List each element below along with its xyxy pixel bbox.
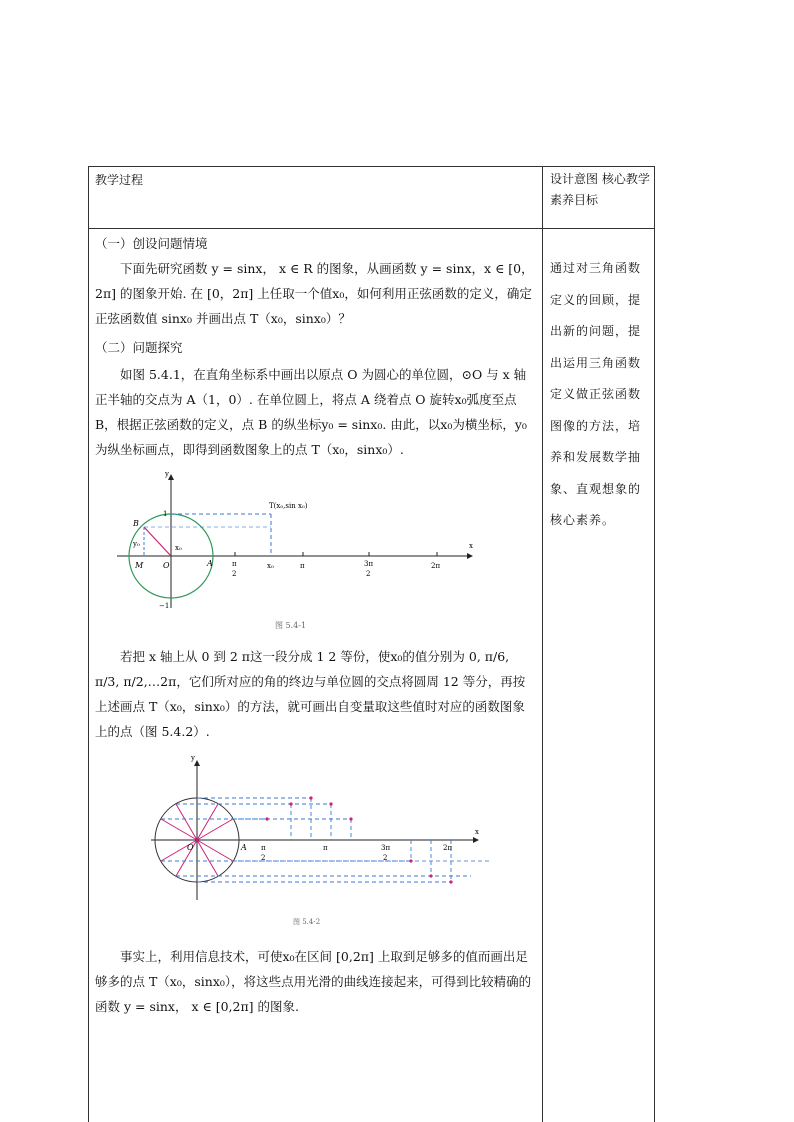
tick-pi-half-num: π	[232, 560, 237, 568]
paragraph-4: 事实上，利用信息技术，可使x₀在区间 [0,2π] 上取到足够多的值而画出足够多的点 T（x₀，sinx₀），将这些点用光滑的曲线连接起来，可得到比较精确的函数 y = sinx， x ∈ [0,2π] 的图象.	[95, 949, 532, 1014]
paragraph-3: 若把 x 轴上从 0 到 2 π这一段分成 1 2 等份，使x₀的值分别为 0, π/6, π/3, π/2,…2π，它们所对应的角的终边与单位圆的交点将圆周 12 等分，再按上述画点 T（x₀，sinx₀）的方法，就可画出自变量取这些值时对应的函数图象上的点（图 5.4.2）.	[95, 649, 526, 739]
label-neg-1: −1	[159, 602, 170, 610]
column-divider	[542, 167, 543, 1122]
label-y0: y₀	[133, 540, 140, 548]
paragraph-2: 如图 5.4.1，在直角坐标系中画出以原点 O 为圆心的单位圆，⊙O 与 x 轴正半轴的交点为 A（1，0）. 在单位圆上，将点 A 绕着点 O 旋转x₀弧度至点 B，根据正弦函数的定义，点 B 的纵坐标y₀ = sinx₀. 由此，以x₀为横坐标，y₀为纵坐标画点，即得到函数图象上的点 T（x₀，sinx₀）.	[95, 367, 527, 457]
fig2-x-axis-label: x	[475, 828, 479, 836]
paragraph-1: 下面先研究函数 y = sinx， x ∈ R 的图象，从画函数 y = sinx，x ∈ [0，2π] 的图象开始. 在 [0，2π] 上任取一个值x₀，如何利用正弦函数的定义，确定正弦函数值 sinx₀ 并画出点 T（x₀，sinx₀）？	[95, 261, 534, 326]
fig2-tick-3pi-half-den: 2	[383, 854, 388, 862]
figure-5-4-1	[95, 468, 535, 638]
figure-5-4-2	[95, 752, 535, 930]
tick-pi: π	[300, 562, 305, 570]
tick-x0: x₀	[267, 562, 274, 570]
label-M: M	[135, 561, 144, 570]
label-T: T(x₀,sin x₀)	[269, 502, 308, 510]
label-B: B	[133, 519, 139, 528]
section-1-title: （一）创设问题情境	[95, 236, 208, 251]
section-2-title: （二）问题探究	[95, 340, 183, 355]
tick-3pi-half-den: 2	[366, 570, 371, 578]
fig2-tick-3pi-half-num: 3π	[381, 844, 391, 852]
figure-1-caption: 图 5.4-1	[275, 621, 307, 630]
label-O: O	[163, 561, 170, 570]
header-design-intent: 设计意图 核心教学素养目标	[550, 172, 650, 207]
fig2-tick-pi: π	[323, 844, 328, 852]
fig2-tick-pi-half-den: 2	[261, 854, 266, 862]
fig2-label-A: A	[241, 843, 247, 852]
teaching-content	[95, 231, 535, 1019]
tick-3pi-half-num: 3π	[364, 560, 374, 568]
tick-2pi: 2π	[431, 562, 441, 570]
label-angle-x0: x₀	[175, 544, 182, 552]
fig2-y-axis-label: y	[191, 754, 195, 762]
y-axis-label: y	[165, 470, 169, 478]
fig2-label-O: O	[187, 843, 194, 852]
label-1: 1	[163, 510, 168, 518]
design-intent-text: 通过对三角函数定义的回顾，提出新的问题，提出运用三角函数定义做正弦函数图像的方法，培养和发展数学抽象、直观想象的核心素养。	[550, 261, 642, 527]
header-teaching-process: 教学过程	[95, 173, 144, 187]
lesson-table	[88, 166, 655, 1122]
header-divider	[89, 228, 654, 229]
label-A: A	[207, 559, 213, 568]
x-axis-label: x	[469, 542, 473, 550]
figure-2-caption: 图 5.4-2	[293, 918, 321, 926]
fig2-tick-pi-half-num: π	[261, 844, 266, 852]
tick-pi-half-den: 2	[232, 570, 237, 578]
fig2-tick-2pi: 2π	[443, 844, 453, 852]
